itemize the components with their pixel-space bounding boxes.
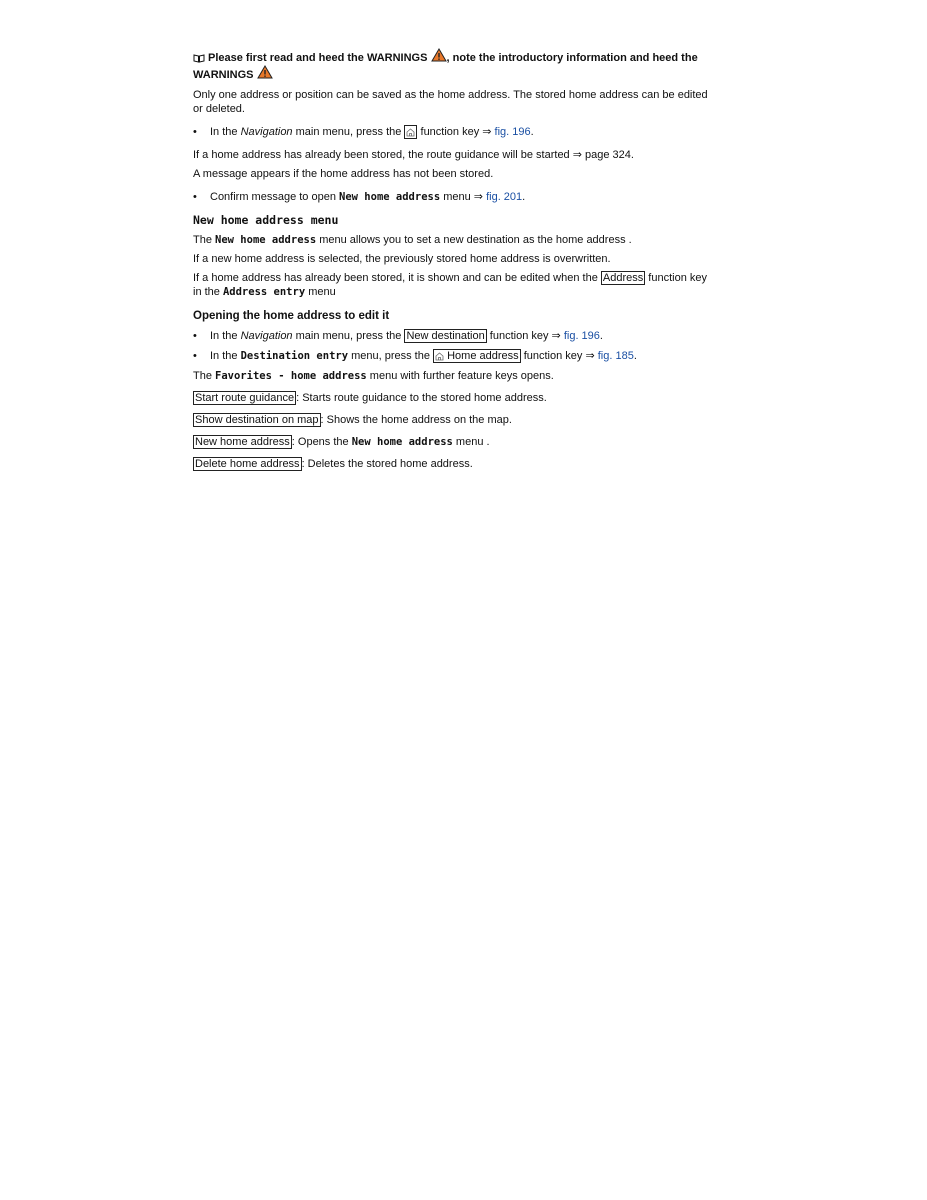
text: menu with further feature keys opens. [366, 370, 554, 382]
fig-link[interactable]: fig. 185 [597, 350, 634, 362]
menu-name: New home address [339, 191, 441, 203]
menu-name: Navigation [240, 330, 293, 342]
text: menu ⇒ [440, 191, 487, 203]
warning-icon [431, 48, 447, 62]
feature-key-row [193, 435, 713, 449]
warning-icon [257, 65, 273, 79]
paragraph [193, 271, 713, 299]
menu-name: New home address [351, 436, 453, 448]
text: Confirm message to open [210, 191, 340, 203]
text: function key ⇒ [486, 330, 564, 342]
menu-name: New home address [215, 234, 317, 246]
text: main menu, press the [292, 126, 405, 138]
document-page [193, 48, 713, 479]
start-route-guidance-key[interactable]: Start route guidance [195, 392, 295, 404]
text: : Deletes the stored home address. [301, 458, 473, 470]
paragraph-message: A message appears if the home address has not been stored. [193, 168, 494, 180]
text: . [633, 350, 637, 362]
text: menu allows you to set a new destination as the home address . [316, 234, 632, 246]
book-icon [193, 53, 205, 63]
list-item [193, 349, 713, 363]
text: . [530, 126, 534, 138]
home-function-key[interactable] [404, 125, 417, 139]
text: : Opens the [291, 436, 352, 448]
text: function key ⇒ [520, 350, 598, 362]
text: menu, press the [348, 350, 434, 362]
menu-name: Navigation [240, 126, 293, 138]
paragraph-home-address: Only one address or position can be saved as the home address. The stored home address can be edited or deleted. [193, 89, 708, 115]
show-destination-on-map-key[interactable]: Show destination on map [195, 414, 319, 426]
menu-name: Address entry [222, 286, 306, 298]
feature-key-row [193, 457, 713, 471]
home-icon [435, 352, 444, 361]
text: If a home address has already been stored, it is shown and can be edited when the [193, 272, 601, 284]
list-item [193, 329, 713, 343]
new-destination-function-key[interactable]: New destination [406, 330, 485, 342]
paragraph [193, 369, 713, 383]
text: function key ⇒ [417, 126, 495, 138]
list-item [193, 190, 713, 204]
fig-link[interactable]: fig. 201 [486, 191, 523, 203]
feature-key-row [193, 413, 713, 427]
text: menu . [452, 436, 490, 448]
text: The [193, 370, 216, 382]
text: function key in the [193, 272, 707, 298]
key-label: Home address [447, 350, 519, 362]
fig-link[interactable]: fig. 196 [563, 330, 600, 342]
text: In the [210, 126, 241, 138]
fig-link[interactable]: fig. 196 [494, 126, 531, 138]
intro-text-2: , note the introductory information and heed the WARNINGS [193, 52, 698, 81]
intro-text-1: Please first read and heed the WARNINGS [208, 52, 428, 64]
text: . [599, 330, 603, 342]
section-heading: Opening the home address to edit it [193, 310, 390, 322]
section-heading: New home address menu [193, 213, 339, 227]
text: : Shows the home address on the map. [320, 414, 512, 426]
new-home-address-key[interactable]: New home address [195, 436, 290, 448]
paragraph [193, 233, 713, 247]
home-icon [406, 128, 415, 137]
intro-warning [193, 48, 713, 82]
paragraph-route-started: If a home address has already been stored, the route guidance will be started ⇒ page 324. [193, 149, 634, 161]
address-function-key[interactable]: Address [602, 272, 644, 284]
text: : Starts route guidance to the stored home address. [296, 392, 547, 404]
text: menu [305, 286, 336, 298]
feature-key-row [193, 391, 713, 405]
menu-name: Destination entry [240, 350, 349, 362]
text: . [522, 191, 526, 203]
text: main menu, press the [292, 330, 405, 342]
delete-home-address-key[interactable]: Delete home address [195, 458, 300, 470]
text: The [193, 234, 216, 246]
menu-name: Favorites - home address [215, 370, 367, 382]
text: In the [210, 350, 241, 362]
list-item [193, 125, 713, 139]
paragraph-overwritten: If a new home address is selected, the previously stored home address is overwritten. [193, 253, 611, 265]
home-address-function-key[interactable] [433, 349, 521, 363]
text: In the [210, 330, 241, 342]
